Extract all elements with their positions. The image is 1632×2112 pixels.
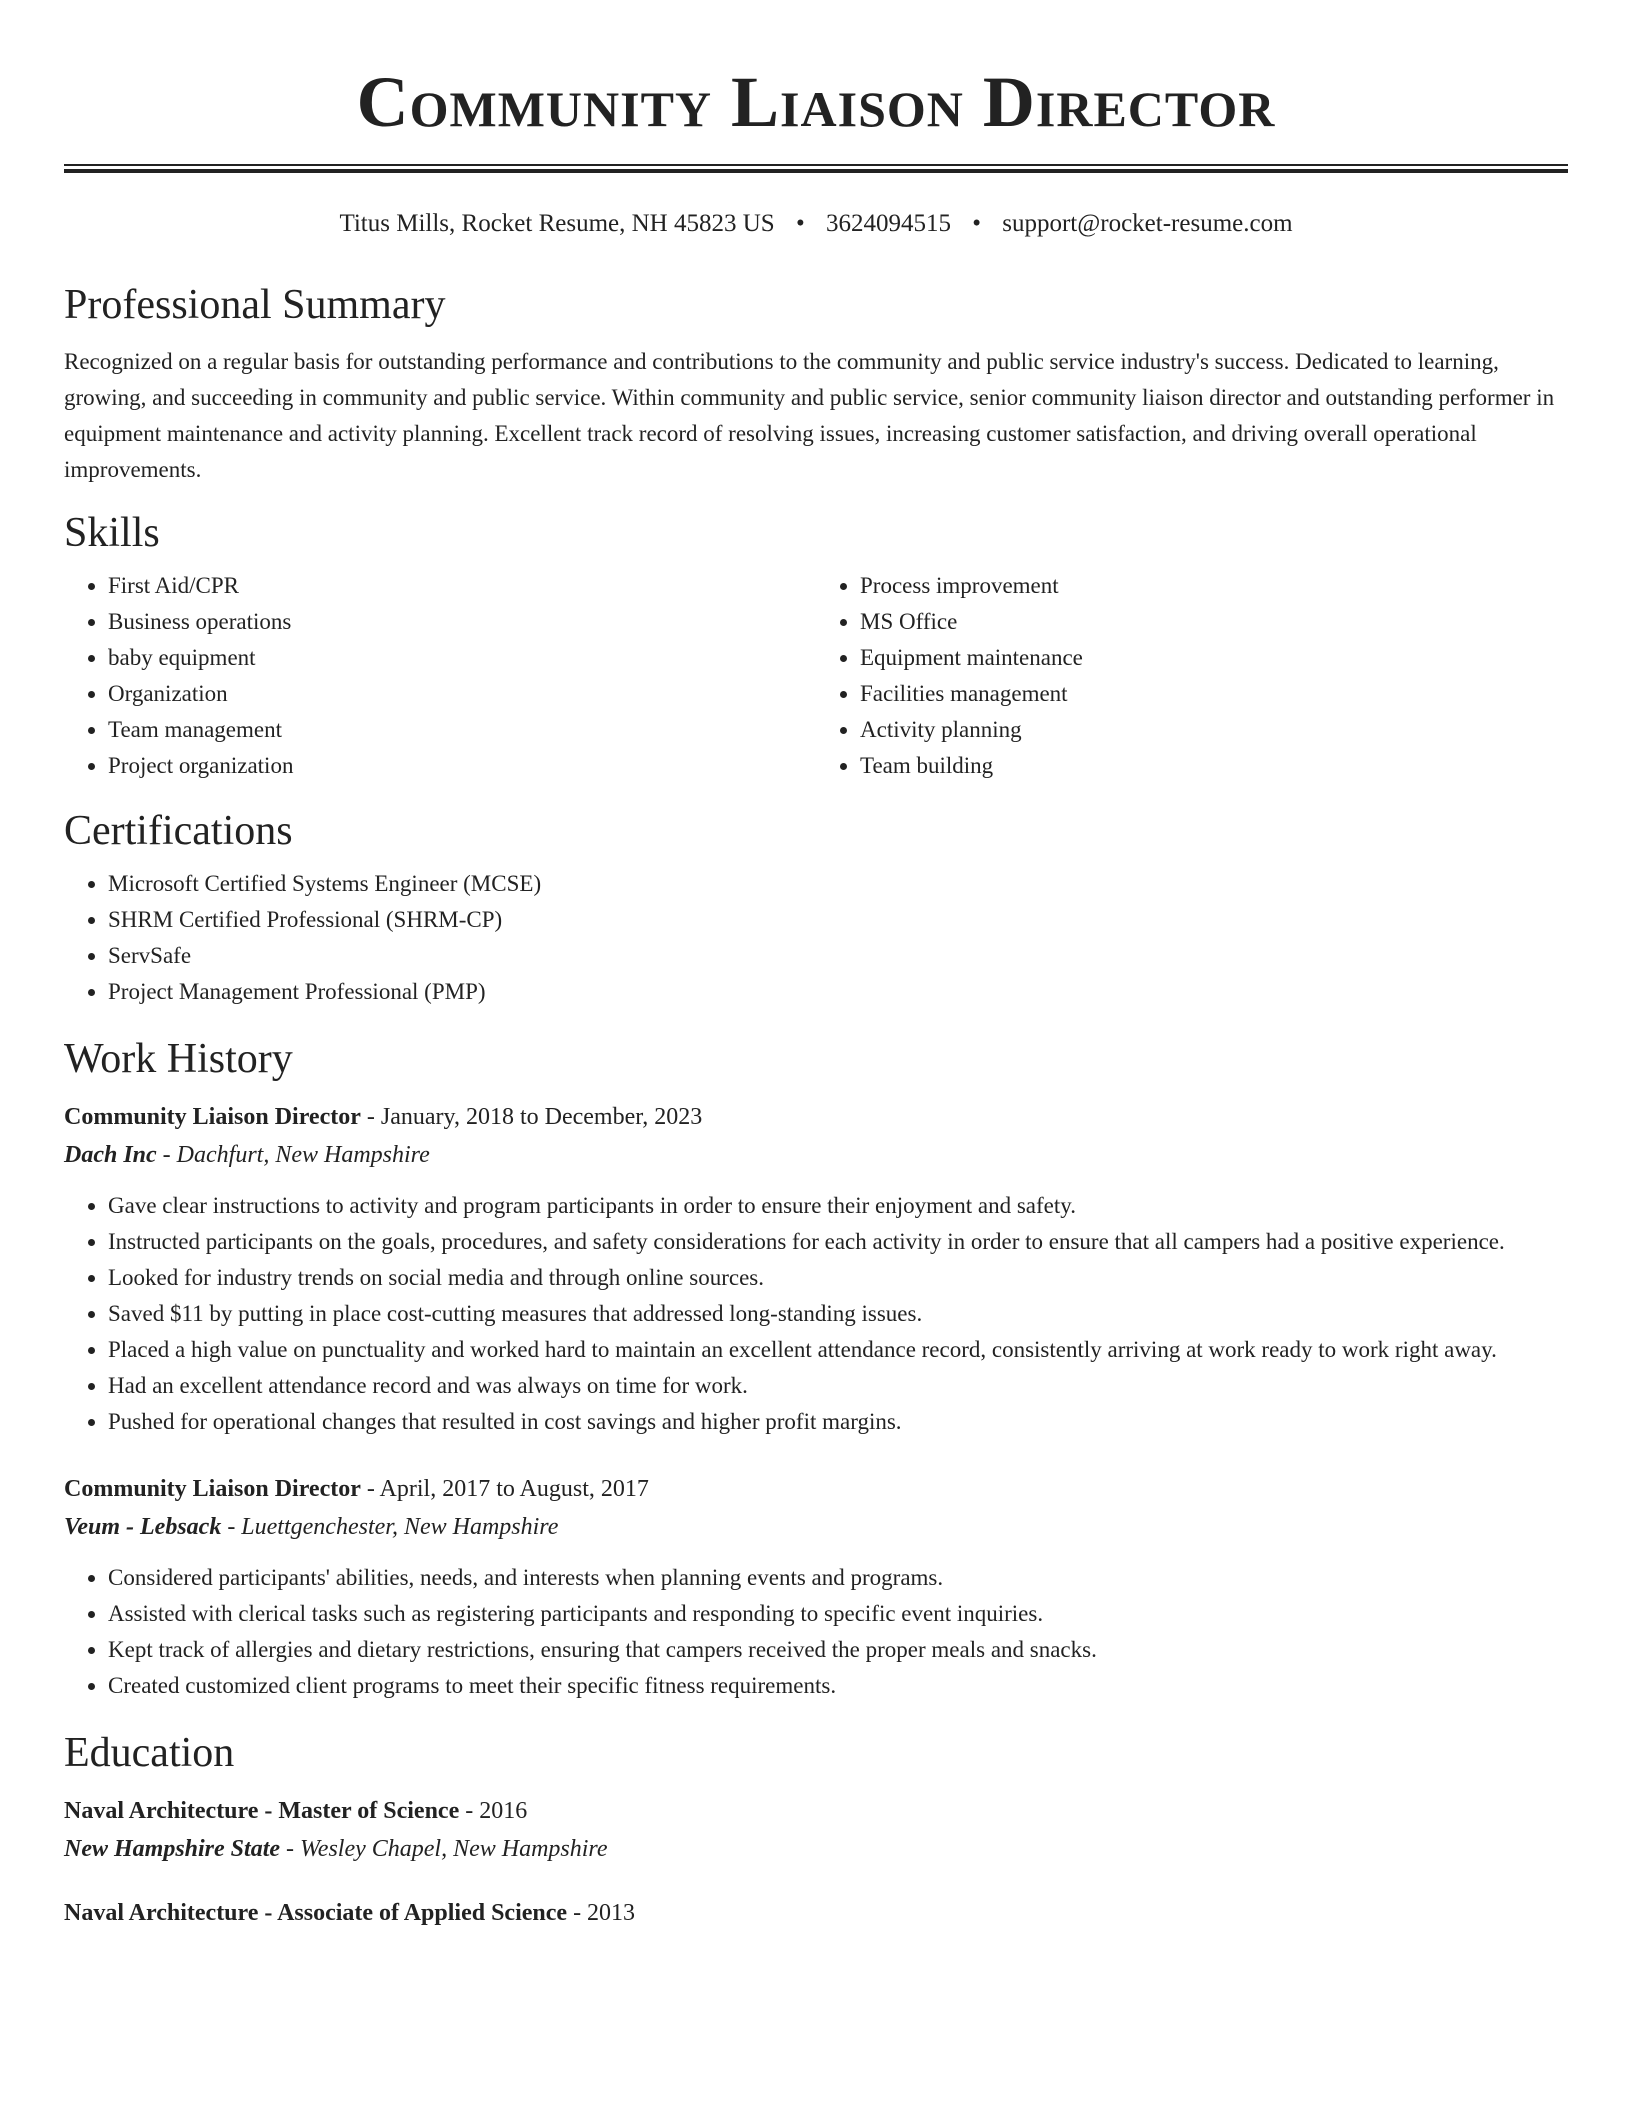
certifications-section bbox=[64, 806, 1568, 1010]
job-bullet: • Placed a high value on punctuality and worked hard to maintain an excellent attendance record, consistently arriving at work ready to work right away. bbox=[108, 1332, 1568, 1368]
education-header bbox=[64, 1894, 1568, 1932]
contact-separator: • bbox=[972, 210, 981, 237]
job-bullet: • Looked for industry trends on social media and through online sources. bbox=[108, 1260, 1568, 1296]
education-school-line bbox=[64, 1830, 1568, 1868]
job-title: Community Liaison Director bbox=[64, 1104, 361, 1130]
job-bullet: • Instructed participants on the goals, procedures, and safety considerations for each activity in order to ensure that all campers had a positive experience. bbox=[108, 1224, 1568, 1260]
skills-grid bbox=[64, 568, 1568, 784]
skills-section bbox=[64, 508, 1568, 784]
section-heading: Skills bbox=[64, 510, 160, 556]
job-header bbox=[64, 1098, 1568, 1136]
job-bullet: • Considered participants' abilities, needs, and interests when planning events and programs. bbox=[108, 1560, 1568, 1596]
summary-section bbox=[64, 280, 1568, 488]
job-entry bbox=[64, 1098, 1568, 1440]
job-location: - Luettgenchester, New Hampshire bbox=[221, 1514, 559, 1540]
job-bullet: • Assisted with clerical tasks such as registering participants and responding to specific event inquiries. bbox=[108, 1596, 1568, 1632]
certification-item: • SHRM Certified Professional (SHRM-CP) bbox=[108, 902, 1568, 938]
job-bullet: • Saved $11 by putting in place cost-cutting measures that addressed long-standing issues. bbox=[108, 1296, 1568, 1332]
job-dates: - April, 2017 to August, 2017 bbox=[360, 1476, 649, 1502]
certification-item: • Project Management Professional (PMP) bbox=[108, 974, 1568, 1010]
job-bullet: • Gave clear instructions to activity and program participants in order to ensure their enjoyment and safety. bbox=[108, 1188, 1568, 1224]
contact-line bbox=[64, 208, 1568, 240]
certification-item: • Microsoft Certified Systems Engineer (MCSE) bbox=[108, 866, 1568, 902]
skill-item: • Team building bbox=[860, 748, 1568, 784]
education-location: - Wesley Chapel, New Hampshire bbox=[280, 1836, 608, 1862]
skill-item: • Activity planning bbox=[860, 712, 1568, 748]
contact-phone: 3624094515 bbox=[825, 210, 951, 237]
certification-item: • ServSafe bbox=[108, 938, 1568, 974]
skill-item: • Facilities management bbox=[860, 676, 1568, 712]
skill-item: • First Aid/CPR bbox=[108, 568, 816, 604]
contact-email: support@rocket-resume.com bbox=[1002, 210, 1293, 237]
job-bullet: • Created customized client programs to meet their specific fitness requirements. bbox=[108, 1668, 1568, 1704]
job-bullets bbox=[64, 1188, 1568, 1440]
job-bullet: • Kept track of allergies and dietary restrictions, ensuring that campers received the proper meals and snacks. bbox=[108, 1632, 1568, 1668]
skill-item: • Organization bbox=[108, 676, 816, 712]
job-employer bbox=[64, 1136, 1568, 1174]
education-header bbox=[64, 1792, 1568, 1830]
job-dates: - January, 2018 to December, 2023 bbox=[360, 1104, 703, 1130]
section-heading: Work History bbox=[64, 1036, 293, 1082]
education-section bbox=[64, 1728, 1568, 1932]
skill-item: • Project organization bbox=[108, 748, 816, 784]
title-divider bbox=[64, 164, 1568, 173]
job-header bbox=[64, 1470, 1568, 1508]
job-title: Community Liaison Director bbox=[64, 1476, 361, 1502]
job-company: Veum - Lebsack bbox=[64, 1514, 222, 1540]
education-entry bbox=[64, 1894, 1568, 1932]
job-bullet: • Had an excellent attendance record and was always on time for work. bbox=[108, 1368, 1568, 1404]
section-heading: Education bbox=[64, 1730, 235, 1776]
skills-list-left bbox=[64, 568, 816, 784]
contact-separator: • bbox=[795, 210, 805, 237]
contact-address: Titus Mills, Rocket Resume, NH 45823 US bbox=[339, 210, 775, 237]
skill-item: • Business operations bbox=[108, 604, 816, 640]
skill-item: • Process improvement bbox=[860, 568, 1568, 604]
skill-item: • baby equipment bbox=[108, 640, 816, 676]
job-bullet: • Pushed for operational changes that resulted in cost savings and higher profit margins. bbox=[108, 1404, 1568, 1440]
skill-item: • Equipment maintenance bbox=[860, 640, 1568, 676]
education-school: New Hampshire State bbox=[64, 1836, 281, 1862]
education-degree: Naval Architecture - Master of Science bbox=[64, 1798, 460, 1824]
summary-text: Recognized on a regular basis for outstanding performance and contributions to the community and public service industry's success. Dedicated to learning, growing, and succeeding in community and public service. Within community and public service, senior community liaison director and outstanding performer in equipment maintenance and activity planning. Excellent track record of resolving issues, increasing customer satisfaction, and driving overall operational improvements. bbox=[64, 349, 1555, 482]
skills-list-right bbox=[816, 568, 1568, 784]
job-location: - Dachfurt, New Hampshire bbox=[156, 1142, 430, 1168]
work-history-section bbox=[64, 1034, 1568, 1704]
education-entry bbox=[64, 1792, 1568, 1868]
section-heading: Professional Summary bbox=[64, 282, 446, 328]
job-entry bbox=[64, 1470, 1568, 1704]
job-employer bbox=[64, 1508, 1568, 1546]
education-year: - 2013 bbox=[567, 1900, 636, 1926]
education-year: - 2016 bbox=[459, 1798, 528, 1824]
job-company: Dach Inc bbox=[64, 1142, 157, 1168]
section-heading: Certifications bbox=[64, 808, 293, 854]
certifications-list bbox=[64, 866, 1568, 1010]
job-bullets bbox=[64, 1560, 1568, 1704]
education-degree: Naval Architecture - Associate of Applied Science bbox=[64, 1900, 568, 1926]
skill-item: • Team management bbox=[108, 712, 816, 748]
resume-title: Community Liaison Director bbox=[356, 62, 1276, 142]
skill-item: • MS Office bbox=[860, 604, 1568, 640]
